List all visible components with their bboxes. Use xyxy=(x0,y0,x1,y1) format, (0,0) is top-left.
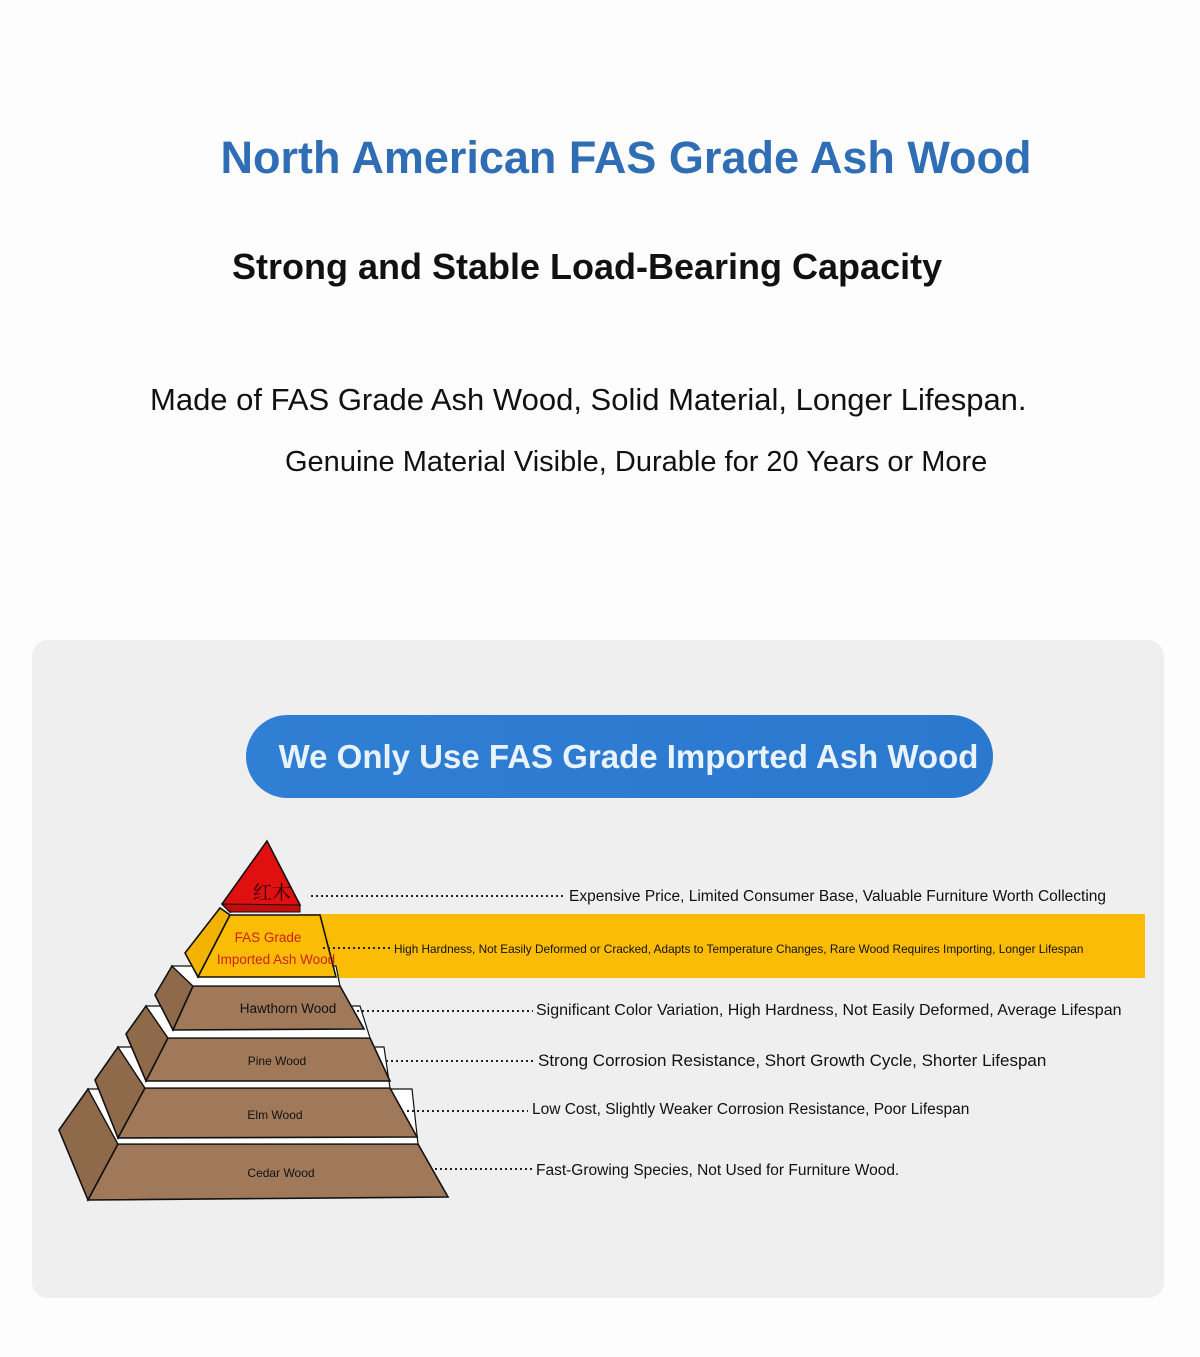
level-cedar-label: Cedar Wood xyxy=(247,1166,315,1180)
level-hawthorn-label: Hawthorn Wood xyxy=(239,1001,337,1016)
level-elm-description: Low Cost, Slightly Weaker Corrosion Resistance, Poor Lifespan xyxy=(532,1101,970,1118)
level-cedar-description: Fast-Growing Species, Not Used for Furniture Wood. xyxy=(536,1162,900,1179)
level-top-description: Expensive Price, Limited Consumer Base, Valuable Furniture Worth Collecting xyxy=(569,888,1107,905)
level-hawthorn-description: Significant Color Variation, High Hardness, Not Easily Deformed, Average Lifespan xyxy=(536,1002,1122,1019)
description-line-1: Made of FAS Grade Ash Wood, Solid Material, Longer Lifespan. xyxy=(150,382,1027,417)
level-top-label: 红木 xyxy=(252,883,292,904)
level-elm-label: Elm Wood xyxy=(247,1108,303,1122)
level-fas-label-line1: FAS Grade xyxy=(234,930,302,945)
level-fas-description: High Hardness, Not Easily Deformed or Cracked, Adapts to Temperature Changes, Rare Wood Requires Importing, Longer Lifespan xyxy=(394,942,1084,956)
level-pine-description: Strong Corrosion Resistance, Short Growth Cycle, Shorter Lifespan xyxy=(538,1051,1047,1070)
level-pine-label: Pine Wood xyxy=(247,1054,307,1068)
description-line-2: Genuine Material Visible, Durable for 20 Years or More xyxy=(285,446,988,478)
page-title: North American FAS Grade Ash Wood xyxy=(220,132,1032,183)
level-fas-label-line2: Imported Ash Wood xyxy=(216,952,336,967)
page-subtitle: Strong and Stable Load-Bearing Capacity xyxy=(232,246,943,287)
ash-wood-banner: We Only Use FAS Grade Imported Ash Wood xyxy=(246,715,993,798)
